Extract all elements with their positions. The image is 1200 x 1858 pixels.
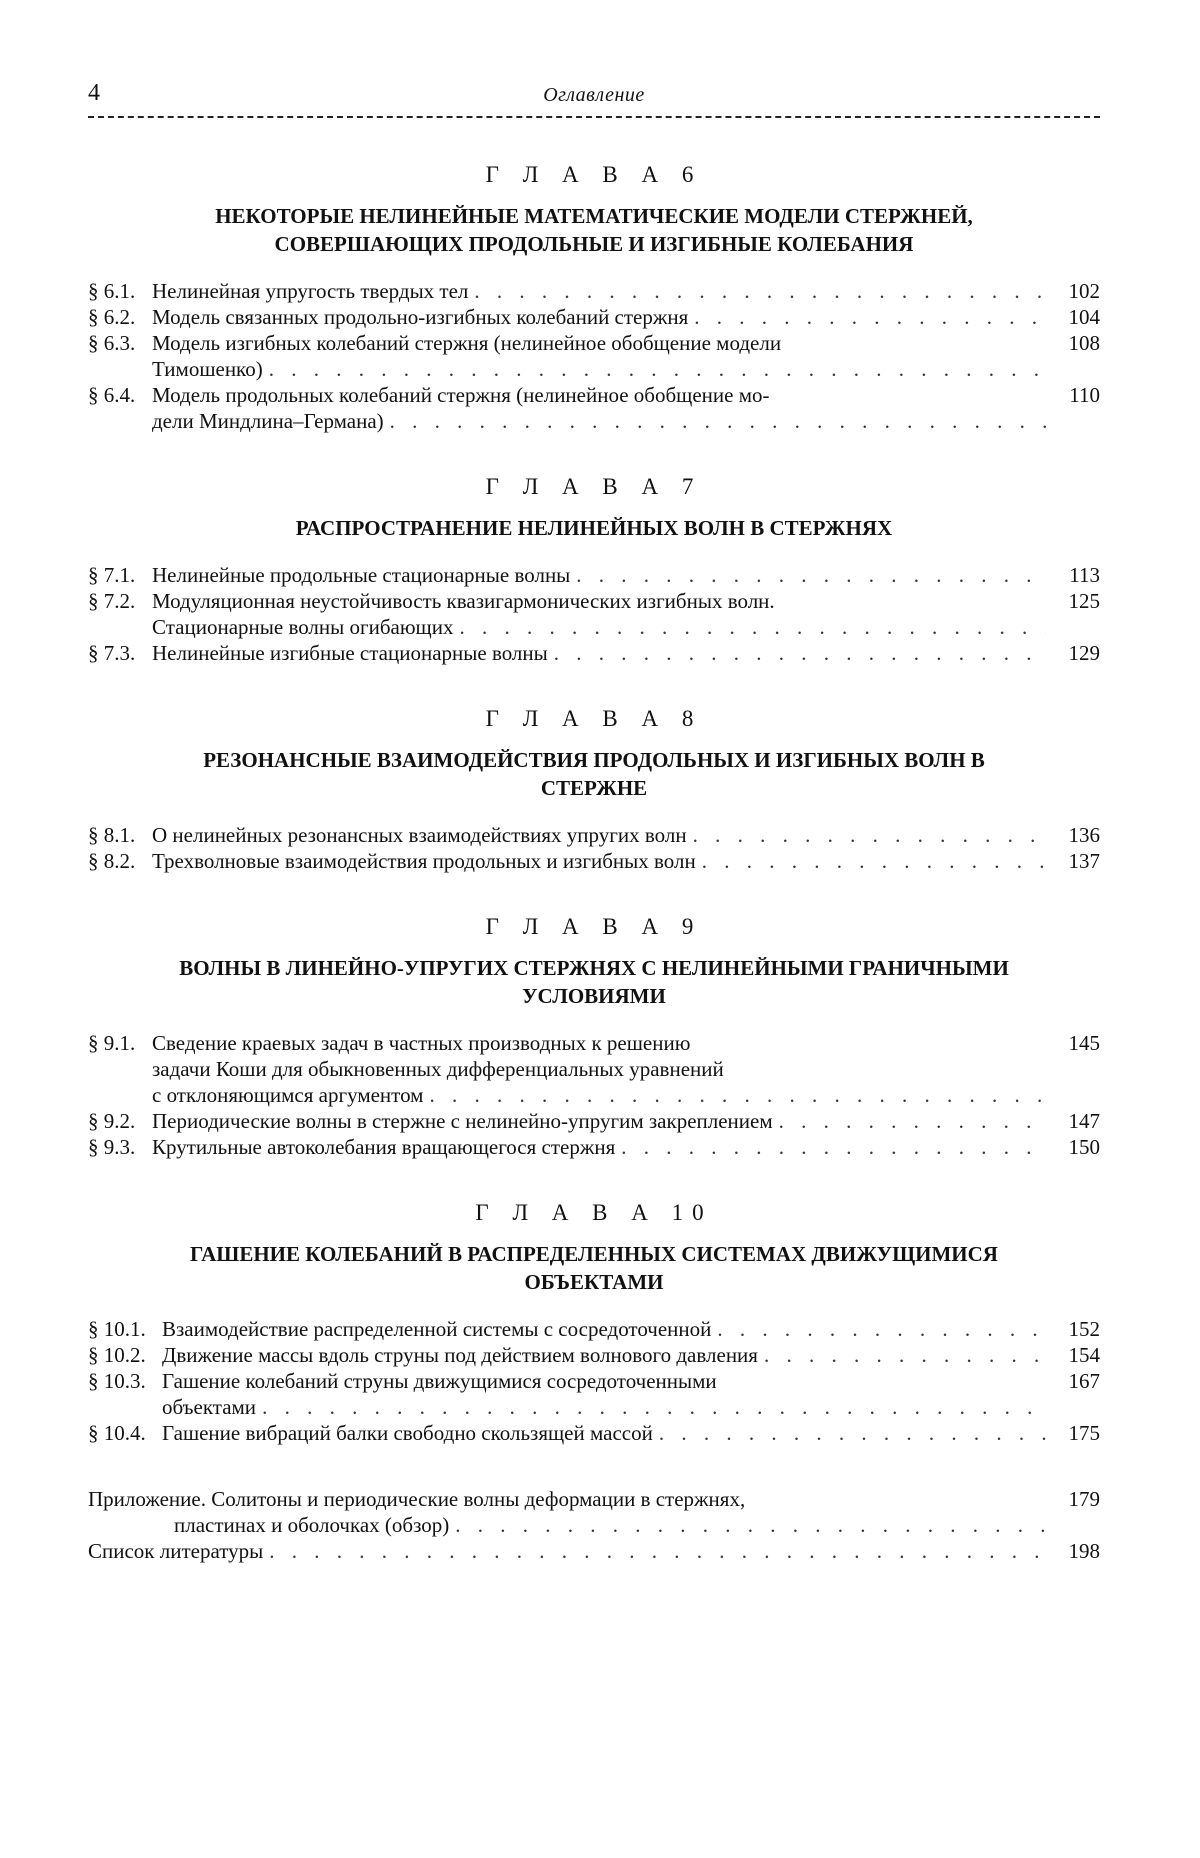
dot-leader: [779, 1108, 1046, 1134]
section-number: § 6.1.: [88, 279, 136, 303]
entry-last-line: [152, 278, 1052, 304]
page-ref: 154: [1068, 1343, 1100, 1367]
toc-entry: [88, 1420, 1100, 1446]
entry-body: [162, 1316, 1052, 1342]
entry-last-line: [162, 1420, 1052, 1446]
entry-text-line: Сведение краевых задач в частных производных к решению: [152, 1031, 691, 1055]
section-number: § 10.2.: [88, 1343, 146, 1367]
section-number: § 6.2.: [88, 305, 136, 329]
toc-list: [88, 278, 1100, 434]
appendix-entry: [88, 1486, 1100, 1538]
entry-last-line: [152, 1082, 1052, 1108]
chapter-10: [88, 1200, 1100, 1446]
dot-leader: [764, 1342, 1046, 1368]
entry-body: [152, 1134, 1052, 1160]
dot-leader: [474, 278, 1046, 304]
entry-text: дели Миндлина–Германа): [152, 409, 384, 433]
dot-leader: [554, 640, 1046, 666]
section-number: § 9.2.: [88, 1109, 136, 1133]
page-ref: 145: [1068, 1031, 1100, 1055]
entry-body: [88, 1538, 1052, 1564]
toc-list: [88, 562, 1100, 666]
page-ref: 104: [1068, 305, 1100, 329]
entry-text: Трехволновые взаимодействия продольных и изгибных волн: [152, 849, 696, 873]
entry-body: [152, 1108, 1052, 1134]
entry-text-line: Модель изгибных колебаний стержня (нелинейное обобщение модели: [152, 331, 782, 355]
page-ref: 129: [1068, 641, 1100, 665]
toc-entry: [88, 1134, 1100, 1160]
dot-leader: [693, 822, 1046, 848]
entry-text: Модель связанных продольно-изгибных колебаний стержня: [152, 305, 689, 329]
toc-list: [88, 822, 1100, 874]
entry-body: [162, 1420, 1052, 1446]
page-ref: 102: [1068, 279, 1100, 303]
entry-body: [152, 278, 1052, 304]
chapters: [88, 162, 1100, 1446]
toc-entry: [88, 304, 1100, 330]
entry-last-line: [88, 1538, 1052, 1564]
entry-body: [152, 822, 1052, 848]
page-ref: 147: [1068, 1109, 1100, 1133]
page-ref: 179: [1068, 1487, 1100, 1511]
toc-page: [88, 70, 1100, 1564]
page-ref: 113: [1069, 563, 1100, 587]
running-title: Оглавление: [543, 84, 645, 106]
dot-leader: [390, 408, 1046, 434]
entry-last-line: [152, 1134, 1052, 1160]
entry-text: Нелинейные продольные стационарные волны: [152, 563, 571, 587]
entry-last-line: [152, 848, 1052, 874]
dot-leader: [269, 356, 1046, 382]
toc-entry: [88, 640, 1100, 666]
toc-list: [88, 1030, 1100, 1160]
chapter-label: Г Л А В А 9: [485, 914, 703, 939]
page-ref: 136: [1068, 823, 1100, 847]
entry-text-line: Модуляционная неустойчивость квазигармонических изгибных волн.: [152, 589, 775, 613]
entry-text: Тимошенко): [152, 357, 263, 381]
entry-body: [152, 562, 1052, 588]
chapter-7: [88, 474, 1100, 666]
page-ref: 150: [1068, 1135, 1100, 1159]
entry-body: [88, 1486, 1052, 1538]
toc-entry: [88, 278, 1100, 304]
section-number: § 7.2.: [88, 589, 136, 613]
section-number: § 10.4.: [88, 1421, 146, 1445]
dot-leader: [269, 1538, 1046, 1564]
page-ref: 125: [1068, 589, 1100, 613]
page-ref: 110: [1069, 383, 1100, 407]
appendix-list: [88, 1486, 1100, 1564]
section-number: § 8.2.: [88, 849, 136, 873]
page-ref: 167: [1068, 1369, 1100, 1393]
chapter-label: Г Л А В А 8: [485, 706, 703, 731]
entry-text: О нелинейных резонансных взаимодействиях упругих волн: [152, 823, 687, 847]
entry-body: [152, 304, 1052, 330]
dot-leader: [702, 848, 1046, 874]
toc-entry: [88, 848, 1100, 874]
entry-body: [152, 382, 1052, 434]
entry-text: Крутильные автоколебания вращающегося стержня: [152, 1135, 616, 1159]
dot-leader: [576, 562, 1046, 588]
entry-text: Движение массы вдоль струны под действием волнового давления: [162, 1343, 758, 1367]
chapter-9: [88, 914, 1100, 1160]
entry-text-line: Приложение. Солитоны и периодические волны деформации в стержнях,: [88, 1487, 746, 1511]
toc-entry: [88, 1316, 1100, 1342]
dot-leader: [621, 1134, 1046, 1160]
chapter-title: РАСПРОСТРАНЕНИЕ НЕЛИНЕЙНЫХ ВОЛН В СТЕРЖНЯХ: [295, 516, 893, 540]
chapter-label: Г Л А В А 10: [475, 1200, 713, 1225]
entry-body: [162, 1368, 1052, 1420]
toc-entry: [88, 1030, 1100, 1108]
section-number: § 8.1.: [88, 823, 136, 847]
section-number: § 7.1.: [88, 563, 136, 587]
chapter-title: НЕКОТОРЫЕ НЕЛИНЕЙНЫЕ МАТЕМАТИЧЕСКИЕ МОДЕЛИ СТЕРЖНЕЙ, СОВЕРШАЮЩИХ ПРОДОЛЬНЫЕ И ИЗГИБНЫЕ КОЛЕБАНИЯ: [215, 204, 973, 256]
entry-last-line: [152, 408, 1052, 434]
toc-entry: [88, 330, 1100, 382]
entry-body: [152, 330, 1052, 382]
entry-text-line: Гашение колебаний струны движущимися сосредоточенными: [162, 1369, 717, 1393]
entry-text: Гашение вибраций балки свободно скользящей массой: [162, 1421, 653, 1445]
dot-leader: [694, 304, 1046, 330]
dot-leader: [429, 1082, 1046, 1108]
entry-text: с отклоняющимся аргументом: [152, 1083, 424, 1107]
page-ref: 175: [1068, 1421, 1100, 1445]
page-ref: 108: [1068, 331, 1100, 355]
chapter-8: [88, 706, 1100, 874]
entry-text-line: задачи Коши для обыкновенных дифференциальных уравнений: [152, 1057, 724, 1081]
toc-entry: [88, 562, 1100, 588]
chapter-label: Г Л А В А 6: [485, 162, 703, 187]
appendix: [88, 1486, 1100, 1564]
toc-entry: [88, 1368, 1100, 1420]
entry-text: Периодические волны в стержне с нелинейно-упругим закреплением: [152, 1109, 773, 1133]
entry-text-line: Модель продольных колебаний стержня (нелинейное обобщение мо-: [152, 383, 770, 407]
entry-text: Нелинейные изгибные стационарные волны: [152, 641, 548, 665]
entry-last-line: [152, 356, 1052, 382]
entry-text: Взаимодействие распределенной системы с сосредоточенной: [162, 1317, 712, 1341]
entry-last-line: [152, 1108, 1052, 1134]
page-ref: 137: [1068, 849, 1100, 873]
section-number: § 7.3.: [88, 641, 136, 665]
chapter-title: ГАШЕНИЕ КОЛЕБАНИЙ В РАСПРЕДЕЛЕННЫХ СИСТЕМАХ ДВИЖУЩИМИСЯ ОБЪЕКТАМИ: [190, 1242, 998, 1294]
section-number: § 10.3.: [88, 1369, 146, 1393]
chapter-label: Г Л А В А 7: [485, 474, 703, 499]
chapter-6: [88, 162, 1100, 434]
entry-last-line: [152, 822, 1052, 848]
dot-leader: [459, 614, 1046, 640]
dot-leader: [659, 1420, 1046, 1446]
appendix-entry: [88, 1538, 1100, 1564]
page-ref: 152: [1068, 1317, 1100, 1341]
toc-entry: [88, 1342, 1100, 1368]
entry-body: [152, 588, 1052, 640]
entry-last-line: [88, 1512, 1052, 1538]
entry-last-line: [152, 614, 1052, 640]
entry-last-line: [152, 562, 1052, 588]
section-number: § 9.3.: [88, 1135, 136, 1159]
chapter-title: РЕЗОНАНСНЫЕ ВЗАИМОДЕЙСТВИЯ ПРОДОЛЬНЫХ И ИЗГИБНЫХ ВОЛН В СТЕРЖНЕ: [203, 748, 985, 800]
entry-body: [152, 848, 1052, 874]
page-number: 4: [88, 80, 100, 106]
page-ref: 198: [1068, 1539, 1100, 1563]
entry-last-line: [152, 304, 1052, 330]
entry-last-line: [162, 1342, 1052, 1368]
section-number: § 9.1.: [88, 1031, 136, 1055]
toc-list: [88, 1316, 1100, 1446]
chapter-title: ВОЛНЫ В ЛИНЕЙНО-УПРУГИХ СТЕРЖНЯХ С НЕЛИНЕЙНЫМИ ГРАНИЧНЫМИ УСЛОВИЯМИ: [179, 956, 1009, 1008]
toc-entry: [88, 822, 1100, 848]
section-number: § 6.4.: [88, 383, 136, 407]
dot-leader: [717, 1316, 1046, 1342]
toc-entry: [88, 1108, 1100, 1134]
section-number: § 6.3.: [88, 331, 136, 355]
entry-body: [152, 640, 1052, 666]
dot-leader: [262, 1394, 1046, 1420]
entry-body: [152, 1030, 1052, 1108]
entry-text: пластинах и оболочках (обзор): [174, 1513, 450, 1537]
section-number: § 10.1.: [88, 1317, 146, 1341]
entry-text: объектами: [162, 1395, 257, 1419]
toc-entry: [88, 382, 1100, 434]
entry-last-line: [162, 1316, 1052, 1342]
entry-last-line: [162, 1394, 1052, 1420]
dot-leader: [455, 1512, 1046, 1538]
running-head: [88, 70, 1100, 118]
entry-body: [162, 1342, 1052, 1368]
entry-text: Список литературы: [88, 1539, 264, 1563]
entry-last-line: [152, 640, 1052, 666]
toc-entry: [88, 588, 1100, 640]
entry-text: Нелинейная упругость твердых тел: [152, 279, 469, 303]
entry-text: Стационарные волны огибающих: [152, 615, 454, 639]
